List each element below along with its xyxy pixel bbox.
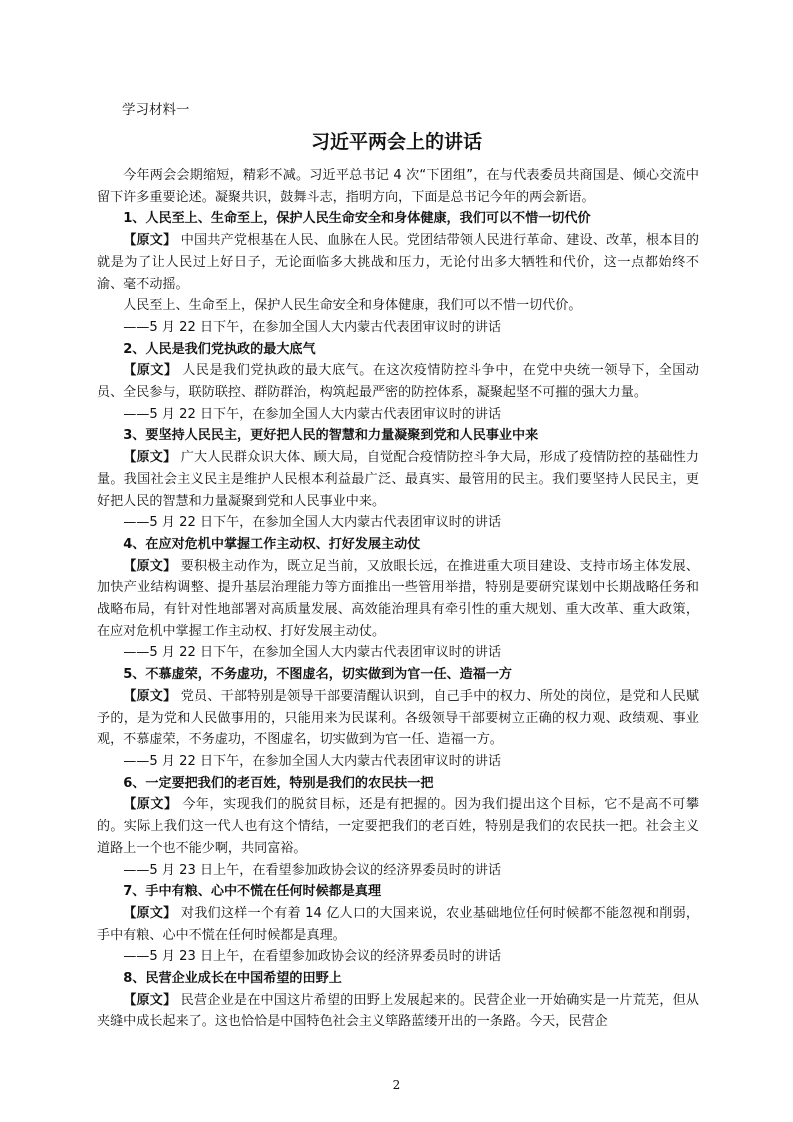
section-source: ——5 月 22 日下午，在参加全国人大内蒙古代表团审议时的讲话 [123, 515, 502, 531]
original-text-tag: 【原文】 [123, 905, 177, 921]
intro-paragraph: 今年两会会期缩短，精彩不减。习近平总书记 4 次“下团组”，在与代表委员共商国是、倾心交流中留下许多重要论述。凝聚共识，鼓舞斗志，指明方向，下面是总书记今年的两会新语。 [97, 168, 699, 205]
section-paragraph [97, 990, 699, 1033]
section-paragraph [97, 686, 699, 751]
original-text-tag: 【原文】 [123, 450, 177, 466]
section-paragraph [97, 556, 699, 643]
original-text-tag: 【原文】 [123, 233, 177, 249]
section-source: ——5 月 22 日下午，在参加全国人大内蒙古代表团审议时的讲话 [123, 753, 502, 769]
section-text: 党员、干部特别是领导干部要清醒认识到，自己手中的权力、所处的岗位，是党和人民赋予的，是为党和人民做事用的，只能用来为民谋利。各级领导干部要树立正确的权力观、政绩观、事业观，不慕虚荣，不务虚功，不图虚名，切实做到为官一任、造福一方。 [97, 688, 700, 748]
section-heading: 7、手中有粮、心中不慌在任何时候都是真理 [123, 884, 382, 900]
section-source: ——5 月 22 日下午，在参加全国人大内蒙古代表团审议时的讲话 [123, 645, 502, 661]
document-body [97, 165, 699, 1033]
original-text-tag: 【原文】 [123, 363, 178, 379]
section-paragraph [97, 360, 699, 403]
original-text-tag: 【原文】 [123, 992, 177, 1008]
section-source: ——5 月 23 日上午，在看望参加政协会议的经济界委员时的讲话 [123, 949, 502, 965]
section-extra-paragraph: 人民至上、生命至上，保护人民生命安全和身体健康，我们可以不惜一切代价。 [123, 298, 582, 314]
section-paragraph [97, 447, 699, 512]
document-title: 习近平两会上的讲话 [310, 131, 482, 153]
section-paragraph [97, 903, 699, 946]
section-heading: 3、要坚持人民民主，更好把人民的智慧和力量凝聚到党和人民事业中来 [123, 428, 539, 444]
original-text-tag: 【原文】 [123, 797, 178, 813]
section-heading: 4、在应对危机中掌握工作主动权、打好发展主动仗 [123, 536, 421, 552]
section-text: 人民是我们党执政的最大底气。在这次疫情防控斗争中，在党中央统一领导下，全国动员、全民参与，联防联控、群防群治，构筑起最严密的防控体系，凝聚起坚不可摧的强大力量。 [97, 363, 699, 401]
section-text: 要积极主动作为，既立足当前，又放眼长远，在推进重大项目建设、支持市场主体发展、加快产业结构调整、提升基层治理能力等方面推出一些管用举措，特别是要研究谋划中长期战略任务和战略布局，有针对性地部署对高质量发展、高效能治理具有牵引性的重大规划、重大改革、重大政策，在应对危机中掌握工作主动权、打好发展主动仗。 [97, 558, 700, 639]
section-heading: 1、人民至上、生命至上，保护人民生命安全和身体健康，我们可以不惜一切代价 [123, 211, 591, 227]
section-paragraph [97, 794, 699, 859]
original-text-tag: 【原文】 [123, 558, 177, 574]
section-heading: 6、一定要把我们的老百姓，特别是我们的农民扶一把 [123, 775, 434, 791]
section-text: 中国共产党根基在人民、血脉在人民。党团结带领人民进行革命、建设、改革，根本目的就是为了让人民过上好日子，无论面临多大挑战和压力，无论付出多大牺牲和代价，这一点都始终不渝、毫不动摇。 [97, 233, 700, 292]
section-text: 今年，实现我们的脱贫目标，还是有把握的。因为我们提出这个目标，它不是高不可攀的。实际上我们这一代人也有这个情结，一定要把我们的老百姓，特别是我们的农民扶一把。社会主义道路上一个也不能少啊，共同富裕。 [97, 797, 699, 856]
section-text: 民营企业是在中国这片希望的田野上发展起来的。民营企业一开始确实是一片荒芜，但从夹缝中成长起来了。这也恰恰是中国特色社会主义筚路蓝缕开出的一条路。今天，民营企 [97, 992, 700, 1030]
section-heading: 5、不慕虚荣，不务虚功，不图虚名，切实做到为官一任、造福一方 [123, 667, 513, 683]
section-source: ——5 月 23 日上午，在看望参加政协会议的经济界委员时的讲话 [123, 862, 502, 878]
section-heading: 8、民营企业成长在中国希望的田野上 [123, 971, 342, 987]
original-text-tag: 【原文】 [123, 688, 177, 704]
section-heading: 2、人民是我们党执政的最大底气 [123, 341, 316, 357]
section-source: ——5 月 22 日下午，在参加全国人大内蒙古代表团审议时的讲话 [123, 319, 502, 335]
section-paragraph [97, 230, 699, 295]
section-text: 对我们这样一个有着 14 亿人口的大国来说，农业基础地位任何时候都不能忽视和削弱，手中有粮、心中不慌在任何时候都是真理。 [97, 905, 699, 943]
document-label: 学习材料一 [122, 102, 190, 118]
section-source: ——5 月 22 日下午，在参加全国人大内蒙古代表团审议时的讲话 [123, 406, 502, 422]
page-number: 2 [392, 1078, 401, 1092]
section-text: 广大人民群众识大体、顾大局，自觉配合疫情防控斗争大局，形成了疫情防控的基础性力量。我国社会主义民主是维护人民根本利益最广泛、最真实、最管用的民主。我们要坚持人民民主，更好把人民的智慧和力量凝聚到党和人民事业中来。 [97, 450, 700, 509]
